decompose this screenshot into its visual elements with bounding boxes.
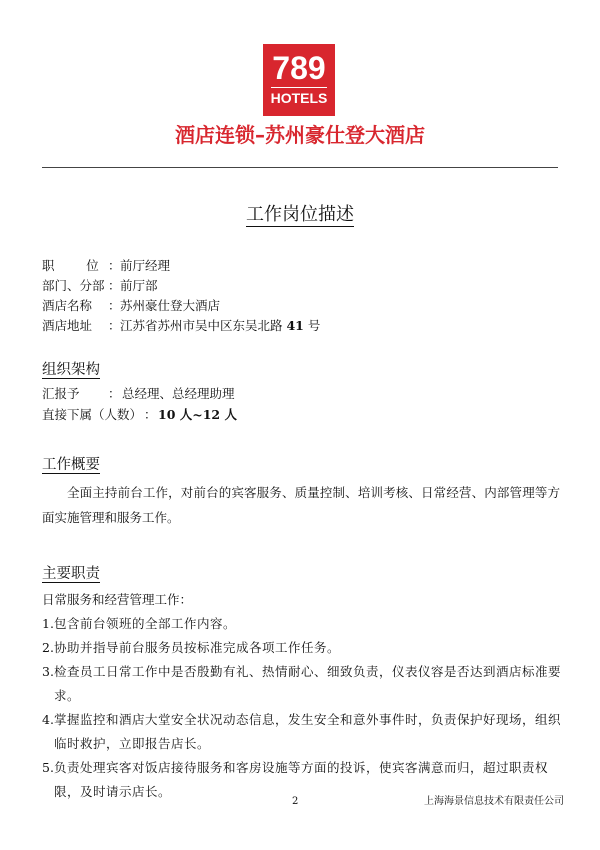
section-heading-org: [42, 360, 100, 380]
field-colon: ：: [108, 386, 121, 401]
field-colon: ：: [144, 407, 157, 422]
document-title-text: 工作岗位描述: [246, 204, 354, 225]
subordinates-label: 直接下属（人数）: [42, 407, 143, 422]
section-heading-text: 主要职责: [42, 566, 100, 582]
summary-paragraph: 全面主持前台工作，对前台的宾客服务、质量控制、培训考核、日常经营、内部管理等方面实施管理和服务工作。: [42, 485, 560, 525]
field-row-hotel-name: [42, 296, 320, 316]
header-rule: [42, 167, 558, 168]
field-label: 酒店地址: [42, 318, 93, 333]
field-colon: ：: [108, 298, 121, 313]
duty-number: 2.: [42, 640, 54, 655]
field-colon: ：: [108, 318, 121, 333]
duty-text: 包含前台领班的全部工作内容。: [54, 616, 237, 631]
field-value: 前厅经理: [120, 258, 171, 273]
field-label: 酒店名称: [42, 298, 93, 313]
field-row-address: [42, 316, 320, 336]
field-label: 部门、分部: [42, 278, 105, 293]
duty-text: 掌握监控和酒店大堂安全状况动态信息，发生安全和意外事件时，负责保护好现场，组织临时救护，立即报告店长。: [54, 712, 562, 751]
field-colon: ：: [108, 258, 121, 273]
subordinates-row: [42, 404, 237, 425]
basic-info: [42, 256, 320, 336]
duties-intro: 日常服务和经营管理工作：: [42, 592, 193, 607]
address-text: 江苏省苏州市吴中区东吴北路: [120, 318, 287, 333]
org-structure: [42, 383, 237, 425]
address-number: 41: [286, 318, 304, 333]
report-to-row: [42, 383, 237, 404]
duty-item: [42, 708, 562, 756]
footer-company: 上海海景信息技术有限责任公司: [424, 796, 564, 807]
duty-number: 5.: [42, 760, 54, 775]
page-number: 2: [292, 796, 299, 807]
duty-number: 3.: [42, 664, 54, 679]
duty-item: [42, 636, 562, 660]
report-to-value: 总经理、总经理助理: [122, 386, 235, 401]
address-suffix: 号: [303, 318, 321, 333]
hotel-logo: [263, 44, 335, 116]
field-label: 职 位: [42, 258, 99, 273]
field-row-position: [42, 256, 320, 276]
duty-item: [42, 612, 562, 636]
chain-title: 酒店连锁–苏州豪仕登大酒店: [175, 123, 425, 147]
logo-word: HOTELS: [270, 90, 328, 106]
duty-number: 1.: [42, 616, 54, 631]
section-heading-duties: [42, 564, 100, 584]
subordinates-value: 10 人~12 人: [158, 407, 237, 422]
section-heading-summary: [42, 455, 100, 475]
duty-text: 协助并指导前台服务员按标准完成各项工作任务。: [54, 640, 341, 655]
logo-divider: [271, 87, 327, 88]
field-row-department: [42, 276, 320, 296]
section-heading-text: 组织架构: [42, 362, 100, 378]
duties-list: [42, 588, 562, 804]
duty-number: 4.: [42, 712, 54, 727]
logo-number: 789: [272, 50, 326, 86]
section-heading-text: 工作概要: [42, 457, 100, 473]
duty-text: 负责处理宾客对饭店接待服务和客房设施等方面的投诉，使宾客满意而归，超过职责权限，及时请示店长。: [54, 760, 549, 799]
document-title: [0, 203, 600, 227]
field-value: 前厅部: [120, 278, 158, 293]
duty-item: [42, 660, 562, 708]
field-value: [120, 318, 320, 333]
field-value: 苏州豪仕登大酒店: [120, 298, 221, 313]
field-colon: ：: [108, 278, 121, 293]
report-to-label: 汇报予: [42, 386, 80, 401]
duty-text: 检查员工日常工作中是否殷勤有礼、热情耐心、细致负责，仪表仪容是否达到酒店标准要求。: [54, 664, 562, 703]
